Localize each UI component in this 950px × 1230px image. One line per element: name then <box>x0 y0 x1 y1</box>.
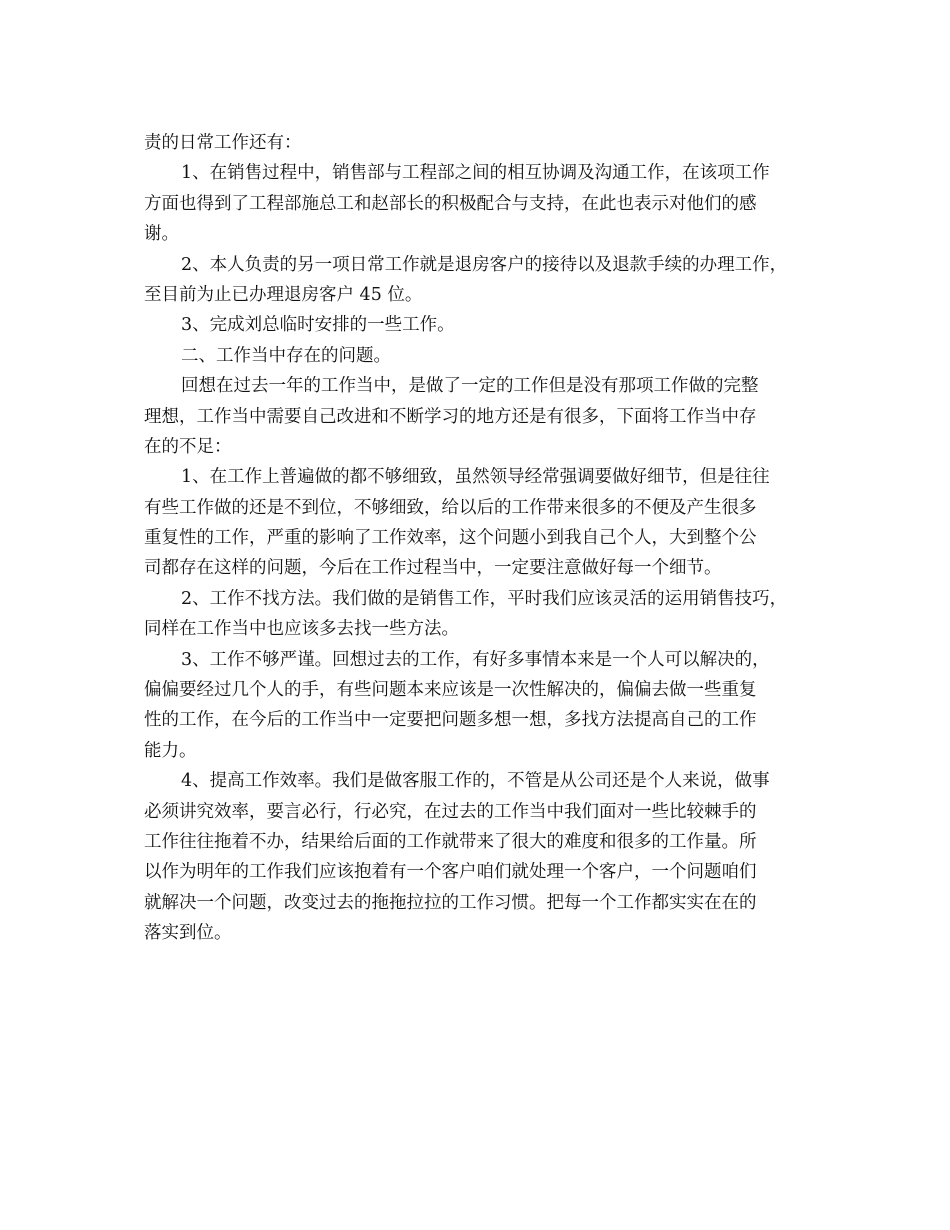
text-line: 同样在工作当中也应该多去找一些方法。 <box>144 619 459 640</box>
text-line: 就解决一个问题，改变过去的拖拖拉拉的工作习惯。把每一个工作都实实在在的 <box>144 892 757 913</box>
text-line: 能力。 <box>144 740 197 761</box>
text-line: 工作往往拖着不办，结果给后面的工作就带来了很大的难度和很多的工作量。所 <box>144 831 757 852</box>
text-line: 至目前为止已办理退房客户 45 位。 <box>144 284 423 305</box>
text-line: 4、提高工作效率。我们是做客服工作的，不管是从公司还是个人来说，做事 <box>181 771 770 792</box>
text-line: 重复性的工作，严重的影响了工作效率，这个问题小到我自己个人，大到整个公 <box>144 528 757 549</box>
text-line: 回想在过去一年的工作当中，是做了一定的工作但是没有那项工作做的完整 <box>181 376 759 397</box>
text-line: 偏偏要经过几个人的手，有些问题本来应该是一次性解决的，偏偏去做一些重复 <box>144 680 757 701</box>
text-line: 司都存在这样的问题，今后在工作过程当中，一定要注意做好每一个细节。 <box>144 558 722 579</box>
text-line: 2、本人负责的另一项日常工作就是退房客户的接待以及退款手续的办理工作， <box>181 254 788 275</box>
text-line: 责的日常工作还有： <box>144 133 302 153</box>
text-line: 理想，工作当中需要自己改进和不断学习的地方还是有很多，下面将工作当中存 <box>144 406 757 427</box>
text-line: 方面也得到了工程部施总工和赵部长的积极配合与支持，在此也表示对他们的感 <box>144 193 757 214</box>
text-line: 谢。 <box>144 224 179 245</box>
text-line: 必须讲究效率，要言必行，行必究，在过去的工作当中我们面对一些比较棘手的 <box>144 801 757 822</box>
text-line: 3、完成刘总临时安排的一些工作。 <box>181 315 455 336</box>
text-line: 二、工作当中存在的问题。 <box>181 345 391 366</box>
text-line: 在的不足： <box>144 436 232 457</box>
text-line: 落实到位。 <box>144 923 232 944</box>
text-line: 1、在销售过程中，销售部与工程部之间的相互协调及沟通工作，在该项工作 <box>181 163 770 184</box>
document-body <box>144 128 820 949</box>
text-line: 有些工作做的还是不到位，不够细致，给以后的工作带来很多的不便及产生很多 <box>144 497 757 518</box>
text-line: 3、工作不够严谨。回想过去的工作，有好多事情本来是一个人可以解决的， <box>181 649 770 670</box>
text-line: 性的工作，在今后的工作当中一定要把问题多想一想，多找方法提高自己的工作 <box>144 710 757 731</box>
text-line: 2、工作不找方法。我们做的是销售工作，平时我们应该灵活的运用销售技巧， <box>181 588 788 609</box>
text-line: 1、在工作上普遍做的都不够细致，虽然领导经常强调要做好细节，但是往往 <box>181 467 770 488</box>
text-line: 以作为明年的工作我们应该抱着有一个客户咱们就处理一个客户，一个问题咱们 <box>144 862 757 883</box>
